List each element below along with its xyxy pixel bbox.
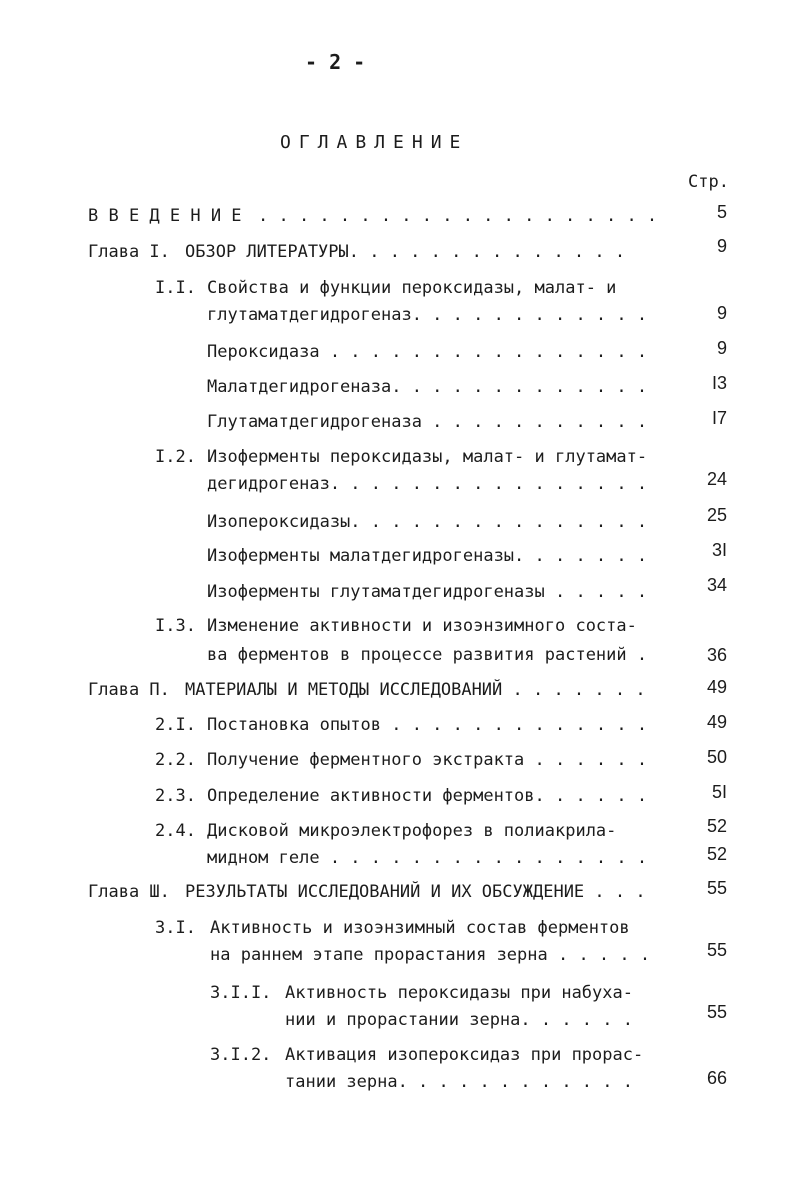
- toc-text: Изменение активности и изоэнзимного соста-: [207, 616, 637, 636]
- toc-prefix: Глава I.: [88, 242, 170, 262]
- page-number: - 2 -: [305, 50, 366, 74]
- toc-page: 9: [716, 338, 727, 358]
- toc-text: МАТЕРИАЛЫ И МЕТОДЫ ИССЛЕДОВАНИЙ . . . . . . .: [185, 680, 646, 700]
- toc-prefix: Глава Ш.: [88, 882, 170, 902]
- toc-page: 52: [706, 844, 727, 864]
- toc-text: дегидрогеназ. . . . . . . . . . . . . . . .: [207, 474, 648, 494]
- toc-text: Определение активности ферментов. . . . . .: [207, 786, 648, 806]
- toc-page: 52: [706, 816, 727, 836]
- toc-page: 49: [706, 712, 727, 732]
- toc-text: Активность и изоэнзимный состав ферментов: [210, 918, 630, 938]
- toc-text: тании зерна. . . . . . . . . . . .: [285, 1072, 633, 1092]
- toc-text: Постановка опытов . . . . . . . . . . . . .: [207, 715, 648, 735]
- toc-text: Глутаматдегидрогеназа . . . . . . . . . . .: [207, 412, 648, 432]
- toc-page: 25: [706, 505, 727, 525]
- toc-prefix: 2.4.: [155, 821, 196, 841]
- toc-page: 9: [716, 236, 727, 256]
- toc-page: 55: [706, 940, 727, 960]
- toc-text: глутаматдегидрогеназ. . . . . . . . . . . .: [207, 305, 648, 325]
- toc-page: 3I: [711, 540, 727, 560]
- toc-prefix: В В Е Д Е Н И Е: [88, 206, 242, 226]
- toc-text: Активность пероксидазы при набуха-: [285, 983, 633, 1003]
- toc-text: Изоферменты пероксидазы, малат- и глутамат-: [207, 447, 648, 467]
- toc-page: I3: [711, 373, 727, 393]
- toc-page: 9: [716, 303, 727, 323]
- toc-text: ОБЗОР ЛИТЕРАТУРЫ. . . . . . . . . . . . . .: [185, 242, 626, 262]
- toc-page: 5: [716, 202, 727, 222]
- toc-prefix: 3.I.I.: [210, 983, 272, 1003]
- toc-page: 24: [706, 469, 727, 489]
- toc-page: 55: [706, 1002, 727, 1022]
- toc-text: РЕЗУЛЬТАТЫ ИССЛЕДОВАНИЙ И ИХ ОБСУЖДЕНИЕ . . .: [185, 882, 646, 902]
- page-column-label: Стр.: [688, 172, 729, 192]
- toc-text: нии и прорастании зерна. . . . . .: [285, 1010, 633, 1030]
- toc-page: 55: [706, 878, 727, 898]
- page-title: ОГЛАВЛЕНИЕ: [280, 132, 469, 153]
- toc-page: 49: [706, 677, 727, 697]
- toc-page: 66: [706, 1068, 727, 1088]
- toc-page: 5I: [711, 782, 727, 802]
- toc-prefix: Глава П.: [88, 680, 170, 700]
- toc-text: ва ферментов в процессе развития растений .: [207, 645, 648, 665]
- toc-text: Малатдегидрогеназа. . . . . . . . . . . . .: [207, 377, 648, 397]
- toc-page: 34: [706, 575, 727, 595]
- toc-prefix: 2.I.: [155, 715, 196, 735]
- toc-prefix: I.2.: [155, 447, 196, 467]
- toc-page: I7: [711, 408, 727, 428]
- toc-text: Получение ферментного экстракта . . . . . .: [207, 750, 648, 770]
- toc-text: Изопероксидазы. . . . . . . . . . . . . . .: [207, 512, 648, 532]
- toc-text: мидном геле . . . . . . . . . . . . . . . .: [207, 848, 648, 868]
- toc-text: Изоферменты глутаматдегидрогеназы . . . . .: [207, 582, 648, 602]
- toc-prefix: I.3.: [155, 616, 196, 636]
- toc-text: Изоферменты малатдегидрогеназы. . . . . . .: [207, 546, 648, 566]
- toc-prefix: I.I.: [155, 278, 196, 298]
- toc-text: . . . . . . . . . . . . . . . . . . . .: [258, 206, 658, 226]
- toc-prefix: 3.I.: [155, 918, 196, 938]
- toc-prefix: 2.2.: [155, 750, 196, 770]
- toc-text: Пероксидаза . . . . . . . . . . . . . . . .: [207, 342, 648, 362]
- toc-page: 50: [706, 747, 727, 767]
- toc-text: Свойства и функции пероксидазы, малат- и: [207, 278, 617, 298]
- toc-text: на раннем этапе прорастания зерна . . . . .: [210, 945, 651, 965]
- toc-page: 36: [706, 645, 727, 665]
- toc-prefix: 2.3.: [155, 786, 196, 806]
- toc-text: Дисковой микроэлектрофорез в полиакрила-: [207, 821, 617, 841]
- toc-prefix: 3.I.2.: [210, 1045, 272, 1065]
- toc-text: Активация изопероксидаз при прорас-: [285, 1045, 644, 1065]
